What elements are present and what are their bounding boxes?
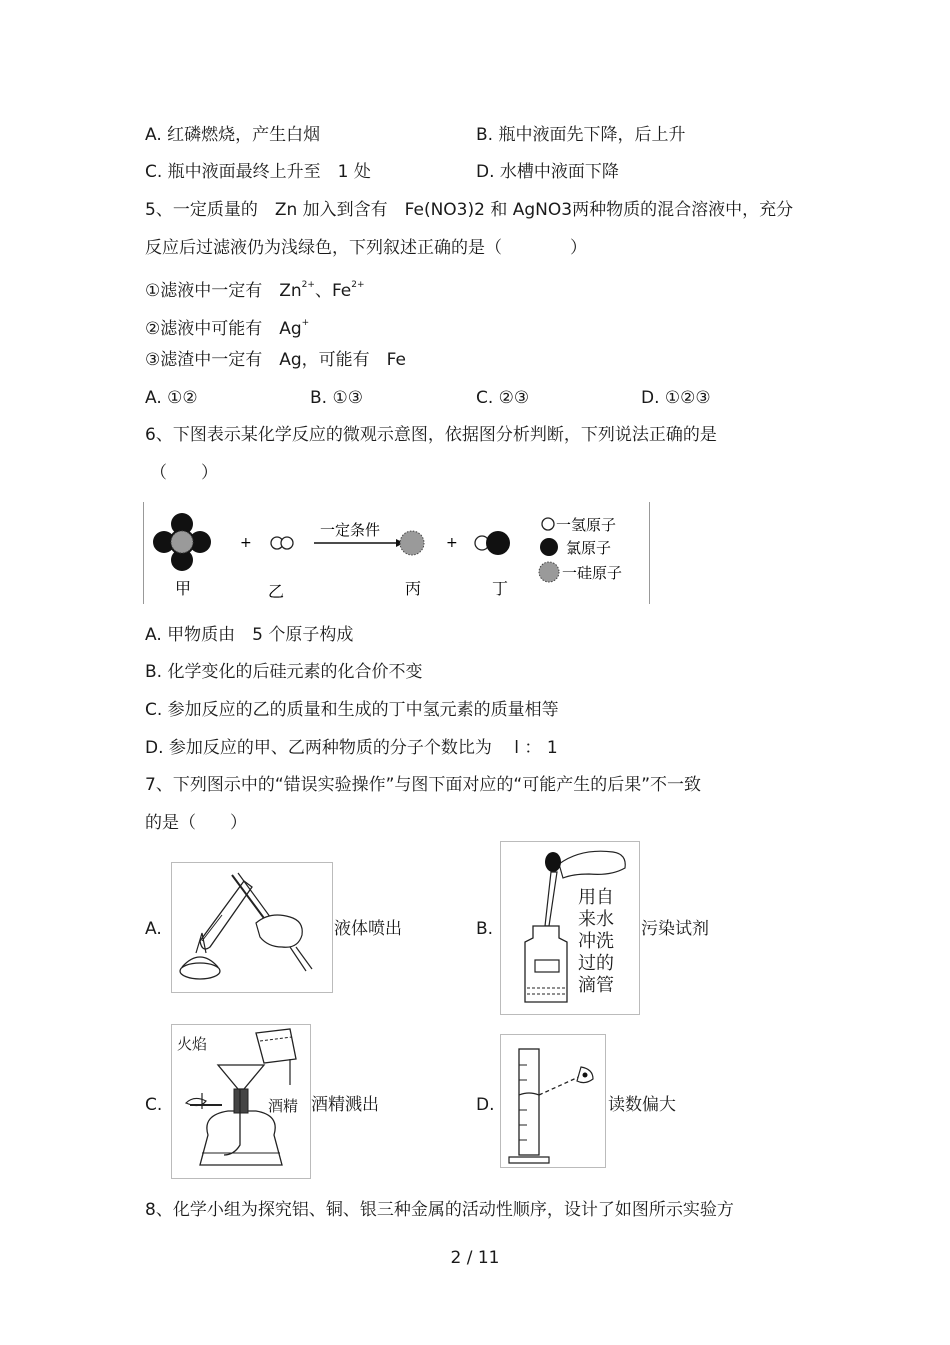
arrow-label: 一定条件	[320, 521, 381, 539]
q5-s1-text: ①滤液中一定有 Zn	[145, 281, 302, 301]
q6-stem-line1: 6、下图表示某化学反应的微观示意图，依据图分析判断，下列说法正确的是	[145, 425, 717, 445]
q7-c-letter: C.	[145, 1095, 163, 1115]
plus-sign-1: +	[240, 535, 252, 551]
reaction-diagram	[144, 502, 649, 604]
si-atom	[171, 531, 193, 553]
q5-option-a: A. ①②	[145, 388, 198, 408]
legend-si-label: 一硅原子	[562, 564, 623, 582]
q7-a-figure	[171, 862, 333, 993]
q7-b-result: 污染试剂	[641, 919, 709, 939]
q5-s2-text: ②滤液中可能有 Ag	[145, 319, 302, 339]
q6-option-d: D. 参加反应的甲、乙两种物质的分子个数比为 l ： 1	[145, 738, 558, 758]
q7-b-figure	[500, 841, 640, 1015]
q6-reaction-figure	[143, 502, 650, 604]
q7-a-letter: A.	[145, 919, 162, 939]
q7-b-fig-line: 来水	[578, 909, 614, 930]
molecule-jia	[153, 513, 211, 571]
q7-d-figure	[500, 1034, 606, 1168]
q5-statement-1	[145, 274, 365, 302]
molecule-yi	[271, 537, 293, 549]
heating-test-tube-illustration	[172, 863, 332, 992]
q7-b-fig-line: 用自	[578, 887, 614, 908]
q5-option-d: D. ①②③	[641, 388, 711, 408]
molecule-ding	[475, 531, 510, 555]
q5-stem-line1: 5、一定质量的 Zn 加入到含有 Fe(NO3)2 和 AgNO3两种物质的混合溶液中，充分	[145, 200, 794, 220]
label-yi: 乙	[268, 582, 285, 601]
molecule-bing	[400, 531, 424, 555]
plus-sign-2: +	[446, 535, 458, 551]
q5-s1-sup1: 2+	[301, 280, 315, 290]
page-number: 2 / 11	[450, 1248, 500, 1268]
dropper-bottle-illustration	[501, 842, 639, 1014]
q7-b-fig-line: 冲洗	[578, 931, 614, 952]
q6-stem-line2: （ ）	[150, 463, 218, 483]
cl-atom	[486, 531, 510, 555]
legend-h-label: 一氢原子	[556, 516, 617, 534]
q5-statement-3: ③滤渣中一定有 Ag，可能有 Fe	[145, 350, 406, 370]
q7-b-fig-caption	[578, 887, 614, 997]
q7-c-fig-flame-label: 火焰	[177, 1035, 208, 1053]
legend-si-swatch	[539, 562, 559, 582]
q5-option-b: B. ①③	[310, 388, 363, 408]
q7-stem-line1: 7、下列图示中的“错误实验操作”与图下面对应的“可能产生的后果”不一致	[145, 775, 702, 795]
legend-h-swatch	[542, 518, 554, 530]
q5-s1-mid: 、Fe	[314, 281, 352, 301]
q7-d-letter: D.	[476, 1095, 495, 1115]
q6-option-c: C. 参加反应的乙的质量和生成的丁中氢元素的质量相等	[145, 700, 559, 720]
q7-d-result: 读数偏大	[608, 1095, 676, 1115]
q8-stem-line1: 8、化学小组为探究铝、铜、银三种金属的活动性顺序，设计了如图所示实验方	[145, 1200, 734, 1220]
q4-option-d: D. 水槽中液面下降	[476, 162, 619, 182]
q4-option-c: C. 瓶中液面最终上升至 1 处	[145, 162, 371, 182]
q4-option-a: A. 红磷燃烧，产生白烟	[145, 125, 321, 145]
graduated-cylinder-illustration	[501, 1035, 605, 1167]
legend	[539, 516, 622, 582]
legend-cl-label: 氯原子	[566, 539, 612, 557]
q7-b-fig-line: 滴管	[578, 975, 614, 996]
q5-option-c: C. ②③	[476, 388, 530, 408]
q7-b-fig-line: 过的	[578, 953, 614, 974]
q5-s2-sup: +	[301, 318, 310, 328]
q4-option-b: B. 瓶中液面先下降，后上升	[476, 125, 686, 145]
q7-b-letter: B.	[476, 919, 494, 939]
q7-c-figure	[171, 1024, 311, 1179]
q5-s1-sup2: 2+	[351, 280, 365, 290]
q5-stem-line2: 反应后过滤液仍为浅绿色，下列叙述正确的是（ ）	[145, 238, 587, 258]
q7-c-result: 酒精溅出	[311, 1095, 379, 1115]
legend-cl-swatch	[540, 538, 558, 556]
label-jia: 甲	[175, 579, 192, 598]
q5-statement-2	[145, 312, 309, 340]
q6-option-a: A. 甲物质由 5 个原子构成	[145, 625, 354, 645]
q7-stem-line2: 的是（ ）	[145, 813, 247, 833]
label-bing: 丙	[405, 579, 422, 598]
q7-a-result: 液体喷出	[334, 919, 402, 939]
h-atom	[281, 537, 293, 549]
q6-option-b: B. 化学变化的后硅元素的化合价不变	[145, 662, 423, 682]
label-ding: 丁	[492, 579, 509, 598]
q7-c-fig-alcohol-label: 酒精	[268, 1097, 299, 1115]
